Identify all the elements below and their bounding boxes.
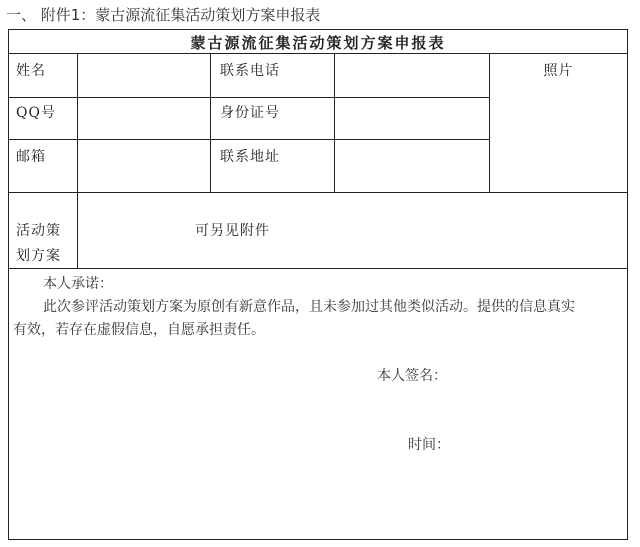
qq-label: QQ号 bbox=[16, 105, 56, 121]
email-field[interactable] bbox=[78, 140, 210, 192]
phone-label: 联系电话 bbox=[220, 63, 280, 79]
date-label: 时间： bbox=[408, 437, 450, 453]
id-number-field[interactable] bbox=[335, 98, 489, 139]
pledge-title: 本人承诺： bbox=[43, 276, 113, 292]
id-number-label: 身份证号 bbox=[220, 105, 280, 121]
photo-box[interactable] bbox=[490, 54, 627, 192]
col-rule-2 bbox=[210, 53, 211, 192]
pledge-text-line2: 有效，若存在虚假信息，自愿承担责任。 bbox=[13, 322, 265, 338]
qq-field[interactable] bbox=[78, 98, 210, 139]
plan-label-line2: 划方案 bbox=[16, 248, 61, 264]
plan-label-line1: 活动策 bbox=[16, 223, 61, 239]
attachment-heading: 一、 附件1：蒙古源流征集活动策划方案申报表 bbox=[6, 6, 321, 24]
rule-plan-bottom bbox=[9, 268, 627, 269]
application-form bbox=[8, 29, 628, 540]
signature-label: 本人签名： bbox=[377, 368, 447, 384]
address-field[interactable] bbox=[335, 140, 489, 192]
phone-field[interactable] bbox=[335, 54, 489, 97]
name-field[interactable] bbox=[78, 54, 210, 97]
form-title: 蒙古源流征集活动策划方案申报表 bbox=[190, 34, 446, 52]
email-label: 邮箱 bbox=[16, 149, 46, 165]
plan-note: 可另见附件 bbox=[195, 223, 270, 239]
address-label: 联系地址 bbox=[220, 149, 280, 165]
photo-label: 照片 bbox=[543, 63, 574, 79]
pledge-text-line1: 此次参评活动策划方案为原创有新意作品，且未参加过其他类似活动。提供的信息真实 bbox=[43, 299, 575, 315]
name-label: 姓名 bbox=[16, 63, 46, 79]
rule-info-bottom bbox=[9, 192, 627, 193]
